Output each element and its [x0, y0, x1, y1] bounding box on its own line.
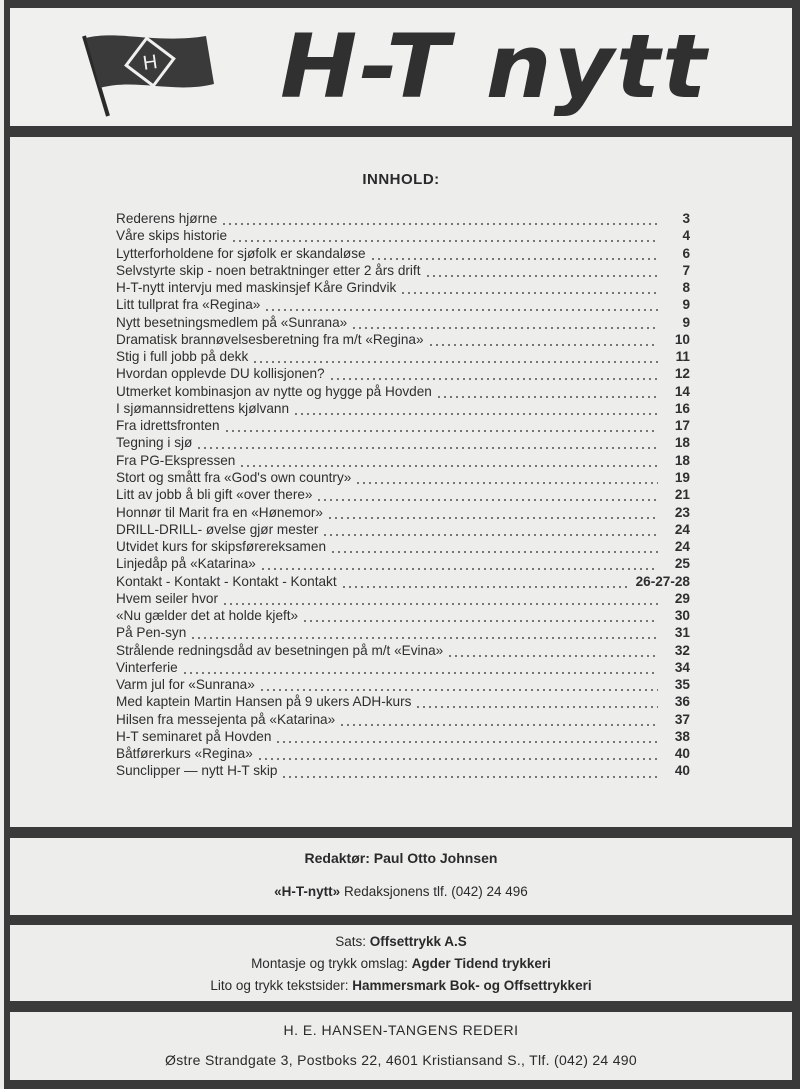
publisher-name: H. E. HANSEN-TANGENS REDERI [283, 1022, 519, 1038]
toc-item-page: 19 [674, 469, 690, 485]
toc-item-title: Varm jul for «Sunrana» [116, 677, 255, 693]
toc-item-title: Fra PG-Ekspressen [116, 452, 236, 468]
toc-row [116, 434, 690, 451]
cover-label: Montasje og trykk omslag: [251, 956, 408, 971]
toc-item-title: Linjedåp på «Katarina» [116, 556, 256, 572]
toc-row [116, 711, 690, 728]
editor-name: Paul Otto Johnsen [373, 850, 498, 866]
toc-row [116, 676, 690, 693]
toc-row [116, 262, 690, 279]
toc-row [116, 417, 690, 434]
publication-name: «H-T-nytt» [274, 884, 341, 899]
toc-item-title: I sjømannsidrettens kjølvann [116, 400, 290, 416]
toc-row [116, 590, 690, 607]
toc-leader-dots [257, 745, 658, 762]
toc-item-title: På Pen-syn [116, 625, 187, 641]
text-label: Lito og trykk tekstsider: [210, 978, 349, 993]
toc-item-page: 25 [674, 556, 690, 572]
toc-row [116, 296, 690, 313]
toc-item-title: Strålende redningsdåd av besetningen på m/t «Evina» [116, 642, 444, 658]
editor-box [10, 838, 792, 915]
toc-leader-dots [239, 452, 658, 469]
toc-item-page: 14 [674, 383, 690, 399]
toc-row [116, 400, 690, 417]
frame-top [4, 0, 800, 8]
divider-editor [4, 915, 800, 925]
editorial-phone-line [10, 884, 792, 899]
toc-leader-dots [222, 590, 658, 607]
toc-item-title: Hilsen fra messejenta på «Katarina» [116, 711, 336, 727]
toc-item-page: 18 [674, 435, 690, 451]
toc-item-page: 12 [674, 366, 690, 382]
toc-item-page: 37 [674, 711, 690, 727]
toc-item-page: 23 [674, 504, 690, 520]
toc-item-page: 11 [675, 349, 690, 365]
toc-row [116, 538, 690, 555]
contents-heading: INNHOLD: [362, 171, 440, 188]
toc-item-title: Stort og smått fra «God's own country» [116, 469, 352, 485]
flag-icon [78, 30, 218, 120]
toc-item-title: Utmerket kombinasjon av nytte og hygge på Hovden [116, 383, 432, 399]
toc-leader-dots [259, 676, 658, 693]
toc-leader-dots [436, 383, 658, 400]
toc-item-page: 9 [682, 314, 690, 330]
toc-leader-dots [425, 262, 659, 279]
toc-row [116, 365, 690, 382]
toc-item-title: Hvem seiler hvor [116, 590, 218, 606]
toc-row [116, 624, 690, 641]
toc-item-page: 40 [674, 763, 690, 779]
toc-row [116, 452, 690, 469]
toc-row [116, 607, 690, 624]
toc-item-title: Fra idrettsfronten [116, 418, 220, 434]
toc-item-title: Med kaptein Martin Hansen på 9 ukers ADH-kurs [116, 694, 412, 710]
toc-item-title: Rederens hjørne [116, 210, 218, 226]
toc-item-page: 7 [682, 262, 690, 278]
toc-leader-dots [447, 642, 658, 659]
cover-value: Agder Tidend trykkeri [411, 956, 551, 971]
toc-item-title: Våre skips historie [116, 228, 228, 244]
toc-leader-dots [400, 279, 658, 296]
toc-item-title: Kontakt - Kontakt - Kontakt - Kontakt [116, 573, 337, 589]
sats-label: Sats: [335, 934, 366, 949]
toc-leader-dots [415, 693, 658, 710]
toc-item-title: Honnør til Marit fra en «Hønemor» [116, 504, 323, 520]
toc-row [116, 521, 690, 538]
editor-label: Redaktør: [304, 850, 370, 866]
toc-leader-dots [182, 659, 658, 676]
toc-leader-dots [196, 434, 658, 451]
table-of-contents [10, 137, 792, 827]
toc-row [116, 245, 690, 262]
toc-item-page: 17 [674, 418, 690, 434]
toc-row [116, 279, 690, 296]
toc-item-page: 29 [674, 590, 690, 606]
toc-item-title: «Nu gælder det at holde kjeft» [116, 608, 299, 624]
toc-leader-dots [275, 728, 658, 745]
toc-item-title: Sunclipper — nytt H-T skip [116, 763, 278, 779]
toc-leader-dots [329, 365, 658, 382]
toc-item-page: 8 [682, 280, 690, 296]
cover-print-row [10, 956, 792, 971]
toc-row [116, 642, 690, 659]
toc-leader-dots [339, 711, 658, 728]
toc-item-page: 36 [674, 694, 690, 710]
toc-item-page: 24 [674, 539, 690, 555]
frame-right [792, 0, 800, 1089]
toc-row [116, 469, 690, 486]
toc-row [116, 728, 690, 745]
toc-row [116, 504, 690, 521]
toc-item-page: 16 [674, 400, 690, 416]
toc-item-title: DRILL-DRILL- øvelse gjør mester [116, 521, 319, 537]
text-value: Hammersmark Bok- og Offsettrykkeri [352, 978, 592, 993]
toc-item-page: 34 [674, 659, 690, 675]
toc-leader-dots [370, 245, 658, 262]
toc-item-title: Litt tullprat fra «Regina» [116, 297, 261, 313]
toc-item-title: Vinterferie [116, 659, 178, 675]
toc-item-title: Stig i full jobb på dekk [116, 349, 249, 365]
toc-item-page: 21 [674, 487, 690, 503]
toc-row [116, 555, 690, 572]
printing-credits [10, 925, 792, 1001]
toc-row [116, 573, 690, 590]
toc-leader-dots [264, 296, 658, 313]
text-print-row [10, 978, 792, 993]
toc-item-page: 4 [682, 228, 690, 244]
toc-leader-dots [330, 538, 658, 555]
toc-item-title: H-T-nytt intervju med maskinsjef Kåre Grindvik [116, 280, 397, 296]
toc-item-page: 38 [674, 728, 690, 744]
toc-item-page: 35 [674, 677, 690, 693]
toc-row [116, 659, 690, 676]
sats-row [10, 934, 792, 949]
toc-leader-dots [322, 521, 658, 538]
toc-item-page: 18 [674, 452, 690, 468]
toc-leader-dots [316, 486, 658, 503]
toc-item-title: Hvordan opplevde DU kollisjonen? [116, 366, 325, 382]
publisher-box [10, 1012, 792, 1080]
toc-leader-dots [281, 763, 658, 780]
toc-leader-dots [351, 314, 658, 331]
toc-item-page: 32 [674, 642, 690, 658]
toc-leader-dots [260, 555, 658, 572]
toc-item-title: Utvidet kurs for skipsførereksamen [116, 539, 327, 555]
toc-row [116, 693, 690, 710]
toc-row [116, 348, 690, 365]
toc-item-page: 9 [682, 297, 690, 313]
toc-leader-dots [224, 417, 658, 434]
toc-leader-dots [355, 469, 658, 486]
toc-leader-dots [252, 348, 658, 365]
toc-row [116, 227, 690, 244]
toc-leader-dots [341, 573, 630, 590]
toc-item-page: 10 [674, 331, 690, 347]
toc-item-title: H-T seminaret på Hovden [116, 728, 272, 744]
toc-row [116, 763, 690, 780]
toc-leader-dots [327, 504, 658, 521]
toc-row [116, 210, 690, 227]
toc-row [116, 314, 690, 331]
frame-bottom [4, 1080, 800, 1089]
toc-item-page: 30 [674, 608, 690, 624]
toc-leader-dots [302, 607, 658, 624]
toc-item-page: 3 [682, 210, 690, 226]
publisher-address: Østre Strandgate 3, Postboks 22, 4601 Kristiansand S., Tlf. (042) 24 490 [165, 1052, 637, 1068]
toc-item-page: 26-27-28 [635, 573, 690, 589]
toc-item-page: 40 [674, 746, 690, 762]
divider-print [4, 1001, 800, 1012]
editor-line [10, 850, 792, 866]
toc-leader-dots [221, 210, 658, 227]
toc-list [116, 210, 690, 780]
magazine-title: H-T nytt [280, 15, 709, 118]
toc-item-page: 6 [682, 245, 690, 261]
toc-item-page: 24 [674, 521, 690, 537]
toc-item-title: Tegning i sjø [116, 435, 193, 451]
toc-leader-dots [231, 227, 658, 244]
toc-leader-dots [190, 624, 658, 641]
toc-leader-dots [428, 331, 658, 348]
flag-letter: H [141, 51, 159, 75]
toc-row [116, 486, 690, 503]
masthead [10, 8, 792, 126]
divider-header [4, 126, 800, 137]
toc-item-title: Selvstyrte skip - noen betraktninger etter 2 års drift [116, 262, 421, 278]
toc-row [116, 383, 690, 400]
toc-row [116, 331, 690, 348]
sats-value: Offsettrykk A.S [369, 934, 467, 949]
toc-leader-dots [293, 400, 658, 417]
toc-item-page: 31 [674, 625, 690, 641]
toc-item-title: Dramatisk brannøvelsesberetning fra m/t «Regina» [116, 331, 424, 347]
toc-item-title: Nytt besetningsmedlem på «Sunrana» [116, 314, 348, 330]
editorial-phone: Redaksjonens tlf. (042) 24 496 [343, 884, 528, 899]
toc-item-title: Litt av jobb å bli gift «over there» [116, 487, 313, 503]
toc-item-title: Båtførerkurs «Regina» [116, 746, 253, 762]
toc-item-title: Lytterforholdene for sjøfolk er skandaløse [116, 245, 366, 261]
toc-row [116, 745, 690, 762]
divider-contents [4, 827, 800, 838]
